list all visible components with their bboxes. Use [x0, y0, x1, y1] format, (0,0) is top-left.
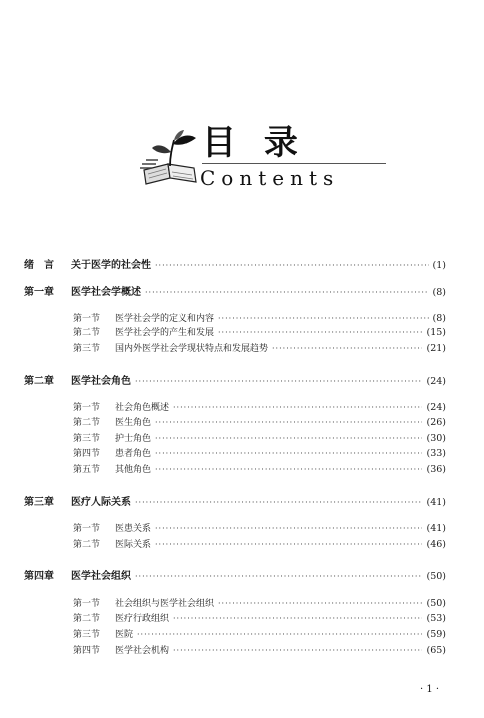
section-title: 医际关系 — [115, 540, 152, 550]
section-page: (46) — [426, 539, 446, 550]
leader-dots — [155, 446, 422, 462]
toc-chapter-3[interactable] — [24, 495, 446, 511]
toc-section[interactable] — [73, 431, 446, 447]
section-page: (26) — [426, 417, 446, 428]
section-page: (33) — [426, 448, 446, 459]
leader-dots — [173, 643, 422, 659]
toc-entry-intro[interactable] — [24, 258, 446, 274]
toc-section[interactable] — [73, 341, 446, 357]
section-label: 第一节 — [73, 314, 101, 324]
section-label: 第二节 — [73, 540, 101, 550]
section-label: 第二节 — [73, 614, 101, 624]
toc-section[interactable] — [73, 643, 446, 659]
leader-dots — [155, 431, 422, 447]
section-title: 医患关系 — [115, 524, 152, 534]
toc-section[interactable] — [73, 521, 446, 537]
section-page: (59) — [426, 629, 446, 640]
section-title: 社会组织与医学社会组织 — [115, 599, 215, 609]
section-title: 医学社会学的定义和内容 — [115, 314, 215, 324]
book-sprout-icon — [140, 128, 202, 186]
section-page: (15) — [426, 327, 446, 338]
toc-section[interactable] — [73, 325, 446, 341]
leader-dots — [135, 374, 422, 390]
section-label: 第一节 — [73, 524, 101, 534]
leader-dots — [272, 341, 422, 357]
section-title: 其他角色 — [115, 465, 152, 475]
section-title: 国内外医学社会学现状特点和发展趋势 — [115, 344, 269, 354]
chapter-title: 医学社会角色 — [71, 376, 131, 387]
leader-dots — [135, 569, 422, 585]
section-title: 医疗行政组织 — [115, 614, 170, 624]
leader-dots — [218, 596, 422, 612]
section-title: 医学社会机构 — [115, 646, 170, 656]
chapter-title: 医学社会学概述 — [71, 287, 141, 298]
chapter-label: 第三章 — [24, 497, 54, 508]
leader-dots — [173, 400, 422, 416]
toc-chapter-4[interactable] — [24, 569, 446, 585]
leader-dots — [155, 415, 422, 431]
section-page: (21) — [426, 343, 446, 354]
section-title: 社会角色概述 — [115, 403, 170, 413]
section-label: 第二节 — [73, 418, 101, 428]
section-title: 护士角色 — [115, 434, 152, 444]
section-label: 第三节 — [73, 630, 101, 640]
section-page: (41) — [426, 523, 446, 534]
toc-section[interactable] — [73, 415, 446, 431]
section-label: 第三节 — [73, 434, 101, 444]
section-page: (50) — [426, 598, 446, 609]
leader-dots — [137, 627, 422, 643]
toc-chapter-2[interactable] — [24, 374, 446, 390]
chapter-label: 第二章 — [24, 376, 54, 387]
toc-section[interactable] — [73, 596, 446, 612]
section-page: (30) — [426, 433, 446, 444]
contents-heading — [140, 118, 360, 198]
section-page: (65) — [426, 645, 446, 656]
chapter-label: 第四章 — [24, 571, 54, 582]
page-number: · 1 · — [420, 684, 440, 695]
entry-label: 绪 言 — [24, 260, 54, 271]
leader-dots — [155, 258, 429, 274]
leader-dots — [155, 521, 422, 537]
leader-dots — [135, 495, 422, 511]
section-page: (36) — [426, 464, 446, 475]
section-title: 医学社会学的产生和发展 — [115, 328, 215, 338]
section-page: (24) — [426, 402, 446, 413]
section-label: 第五节 — [73, 465, 101, 475]
chapter-page: (50) — [426, 571, 446, 582]
section-label: 第一节 — [73, 599, 101, 609]
toc-section[interactable] — [73, 611, 446, 627]
section-label: 第四节 — [73, 449, 101, 459]
section-label: 第一节 — [73, 403, 101, 413]
section-label: 第二节 — [73, 328, 101, 338]
title-underline — [202, 163, 386, 164]
leader-dots — [155, 537, 422, 553]
contents-title-en: Contents — [200, 166, 340, 190]
section-title: 患者角色 — [115, 449, 152, 459]
leader-dots — [155, 462, 422, 478]
entry-title: 关于医学的社会性 — [71, 260, 151, 271]
chapter-title: 医疗人际关系 — [71, 497, 131, 508]
toc-section[interactable] — [73, 627, 446, 643]
section-label: 第四节 — [73, 646, 101, 656]
chapter-page: (8) — [432, 287, 446, 298]
leader-dots — [218, 325, 422, 341]
toc-section[interactable] — [73, 446, 446, 462]
chapter-title: 医学社会组织 — [71, 571, 131, 582]
toc-section[interactable] — [73, 400, 446, 416]
toc-chapter-1[interactable] — [24, 285, 446, 301]
toc-section[interactable] — [73, 537, 446, 553]
section-title: 医生角色 — [115, 418, 152, 428]
leader-dots — [173, 611, 422, 627]
contents-title-cn: 目 录 — [202, 123, 306, 163]
leader-dots — [145, 285, 429, 301]
chapter-label: 第一章 — [24, 287, 54, 298]
section-page: (53) — [426, 613, 446, 624]
toc-section[interactable] — [73, 462, 446, 478]
entry-page: (1) — [432, 260, 446, 271]
chapter-page: (41) — [426, 497, 446, 508]
chapter-page: (24) — [426, 376, 446, 387]
section-title: 医院 — [115, 630, 134, 640]
section-label: 第三节 — [73, 344, 101, 354]
section-page: (8) — [432, 313, 446, 324]
